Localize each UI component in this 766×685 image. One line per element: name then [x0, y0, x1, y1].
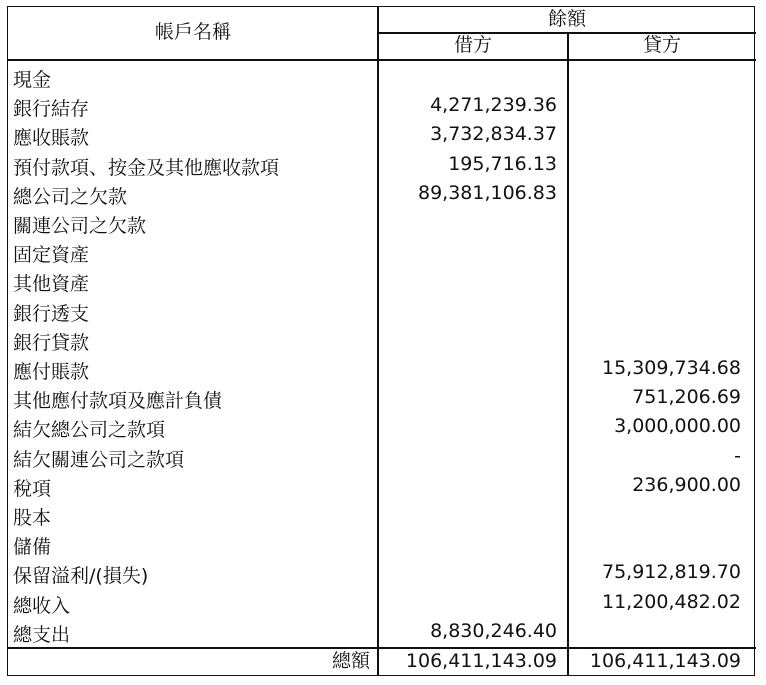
account-name-header: 帳戶名稱	[154, 21, 231, 43]
table-row	[8, 557, 756, 586]
credit-cell: 75,912,819.70	[601, 561, 741, 584]
table-row	[8, 178, 756, 207]
debit-header: 借方	[453, 34, 492, 56]
account-name-cell: 結欠關連公司之款項	[13, 448, 185, 471]
table-row	[8, 411, 756, 440]
account-name-cell: 總支出	[13, 623, 71, 646]
credit-cell: 15,309,734.68	[601, 357, 741, 379]
table-row	[8, 441, 756, 470]
table-row	[8, 265, 756, 294]
credit-cell: -	[734, 444, 741, 467]
account-name-cell: 股本	[13, 507, 52, 529]
table-row	[8, 499, 756, 528]
account-name-cell: 應付賬款	[13, 361, 90, 383]
balance-header: 餘額	[547, 8, 586, 30]
total-top-rule	[8, 647, 756, 649]
account-name-cell: 總公司之欠款	[13, 185, 128, 208]
account-name-cell: 結欠總公司之款項	[13, 419, 166, 442]
credit-header: 貸方	[642, 34, 681, 56]
credit-cell: 3,000,000.00	[614, 415, 741, 438]
account-name-cell: 保留溢利/(損失)	[13, 565, 149, 588]
table-row	[8, 119, 756, 148]
debit-cell: 195,716.13	[448, 152, 557, 175]
account-name-cell: 儲備	[13, 536, 52, 559]
table-row	[8, 207, 756, 236]
table-row	[8, 587, 756, 616]
account-name-cell: 銀行結存	[13, 98, 90, 121]
table-row	[8, 324, 756, 353]
debit-cell: 8,830,246.40	[430, 619, 557, 642]
account-name-cell: 總收入	[13, 594, 71, 617]
debit-cell: 89,381,106.83	[417, 181, 557, 204]
account-name-cell: 應收賬款	[13, 127, 90, 150]
table-row	[8, 382, 756, 411]
table-row	[8, 353, 756, 382]
credit-cell: 236,900.00	[632, 473, 741, 496]
credit-cell: 751,206.69	[632, 386, 741, 409]
account-name-cell: 銀行貸款	[13, 331, 90, 354]
account-name-cell: 現金	[13, 69, 52, 91]
table-row	[8, 90, 756, 119]
table-row	[8, 616, 756, 645]
table-row	[8, 295, 756, 324]
table-row	[8, 236, 756, 265]
debit-cell: 3,732,834.37	[430, 123, 557, 146]
account-name-cell: 銀行透支	[13, 302, 90, 325]
table-row	[8, 61, 756, 90]
account-name-cell: 稅項	[13, 477, 52, 500]
account-name-cell: 其他資產	[13, 273, 90, 296]
account-name-cell: 其他應付款項及應計負債	[13, 390, 223, 413]
account-name-cell: 關連公司之欠款	[13, 215, 147, 237]
account-name-cell: 預付款項、按金及其他應收款項	[13, 156, 280, 179]
credit-cell: 11,200,482.02	[601, 590, 741, 613]
table-row	[8, 470, 756, 499]
account-name-cell: 固定資產	[13, 244, 90, 267]
table-row	[8, 528, 756, 557]
total-label: 總額	[331, 650, 370, 672]
debit-cell: 4,271,239.36	[430, 94, 557, 117]
total-debit: 106,411,143.09	[405, 650, 557, 672]
total-credit: 106,411,143.09	[589, 650, 741, 672]
table-row	[8, 149, 756, 178]
trial-balance-table	[7, 6, 755, 676]
